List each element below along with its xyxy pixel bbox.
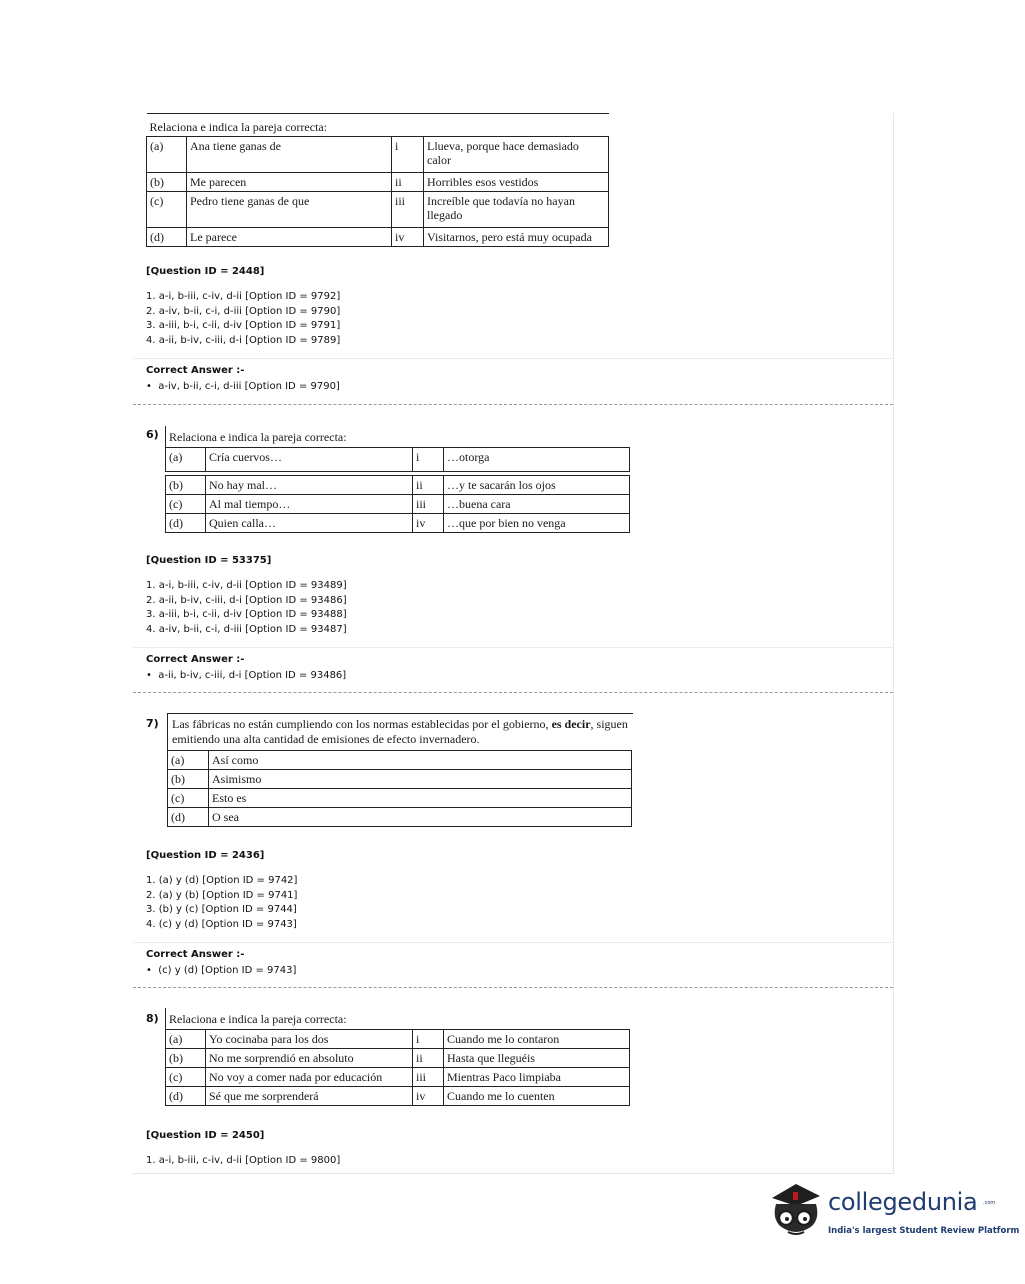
q7-row-text: Así como: [209, 751, 632, 770]
q7-row-label: (b): [168, 770, 209, 789]
q7-row-text: O sea: [209, 808, 632, 827]
option-item: 2. a-iv, b-ii, c-i, d-iii [Option ID = 9790]: [146, 305, 341, 317]
q8-row-right: Hasta que lleguéis: [444, 1049, 630, 1068]
q6-row-right: …otorga: [444, 448, 630, 472]
q5-correct-answer: • a-iv, b-ii, c-i, d-iii [Option ID = 9790]: [146, 381, 340, 392]
q7-stem-text: Las fábricas no están cumpliendo con los normas establecidas por el gobierno,: [172, 717, 552, 731]
q5-row-left: Pedro tiene ganas de que: [187, 192, 392, 228]
q5-title: Relaciona e indica la pareja correcta:: [147, 114, 609, 137]
q6-row-label: (a): [166, 448, 206, 472]
q8-row-left: No me sorprendió en absoluto: [206, 1049, 413, 1068]
q8-row-label: (a): [166, 1030, 206, 1049]
divider: [133, 942, 893, 943]
q5-row-right: Horribles esos vestidos: [424, 173, 609, 192]
option-item: 1. a-i, b-iii, c-iv, d-ii [Option ID = 9800]: [146, 1155, 341, 1166]
option-item: 1. a-i, b-iii, c-iv, d-ii [Option ID = 93489]: [146, 580, 347, 591]
q6-row-right: …y te sacarán los ojos: [444, 476, 630, 495]
q5-row-roman: i: [392, 137, 424, 173]
q5-correct-text: a-iv, b-ii, c-i, d-iii [Option ID = 9790]: [158, 381, 340, 392]
q8-row-label: (c): [166, 1068, 206, 1087]
q7-correct-label: Correct Answer :-: [146, 949, 245, 960]
q5-row-right: Llueva, porque hace demasiado calor: [424, 137, 609, 173]
q6-row-left: Al mal tiempo…: [206, 495, 413, 514]
q7-options: [146, 874, 297, 932]
q6-row-roman: i: [413, 448, 444, 472]
q8-row-left: Yo cocinaba para los dos: [206, 1030, 413, 1049]
option-item: 4. (c) y (d) [Option ID = 9743]: [146, 918, 297, 930]
q6-row-roman: ii: [413, 476, 444, 495]
q6-row-roman: iii: [413, 495, 444, 514]
q6-row-left: Quien calla…: [206, 514, 413, 533]
q5-options: [146, 290, 340, 348]
mascot-icon: [766, 1176, 828, 1246]
q5-table: [146, 113, 609, 247]
logo-com: .com: [983, 1200, 996, 1206]
q8-row-right: Cuando me lo cuenten: [444, 1087, 630, 1106]
q5-row-label: (d): [147, 228, 187, 247]
option-item: 2. (a) y (b) [Option ID = 9741]: [146, 889, 298, 901]
logo-tagline: India's largest Student Review Platform: [828, 1226, 1020, 1236]
q5-row-label: (a): [147, 137, 187, 173]
q7-row-label: (a): [168, 751, 209, 770]
q6-row-left: No hay mal…: [206, 476, 413, 495]
q7-row-text: Esto es: [209, 789, 632, 808]
q8-row-label: (b): [166, 1049, 206, 1068]
option-item: 3. (b) y (c) [Option ID = 9744]: [146, 904, 297, 915]
q5-row-label: (b): [147, 173, 187, 192]
q7-question-id: [Question ID = 2436]: [146, 850, 265, 861]
q5-row-label: (c): [147, 192, 187, 228]
logo-wordmark: collegedunia: [828, 1188, 978, 1216]
option-item: 1. a-i, b-iii, c-iv, d-ii [Option ID = 9792]: [146, 291, 341, 302]
q6-question-id: [Question ID = 53375]: [146, 555, 272, 566]
option-item: 2. a-ii, b-iv, c-iii, d-i [Option ID = 93486]: [146, 594, 347, 606]
q6-table: [165, 426, 630, 533]
q7-stem: [167, 713, 633, 750]
q5-row-roman: iv: [392, 228, 424, 247]
q8-question-id: [Question ID = 2450]: [146, 1130, 265, 1141]
section-separator: [133, 404, 893, 405]
option-item: 1. (a) y (d) [Option ID = 9742]: [146, 875, 298, 886]
q6-row-roman: iv: [413, 514, 444, 533]
q7-row-label: (c): [168, 789, 209, 808]
q7-stem-bold: es decir: [551, 717, 591, 731]
q6-number: 6): [146, 428, 159, 441]
option-item: 3. a-iii, b-i, c-ii, d-iv [Option ID = 93488]: [146, 609, 347, 620]
q5-correct-label: Correct Answer :-: [146, 365, 245, 376]
q6-row-label: (c): [166, 495, 206, 514]
q5-question-id: [Question ID = 2448]: [146, 266, 265, 277]
q6-correct-text: a-ii, b-iv, c-iii, d-i [Option ID = 93486]: [158, 670, 347, 681]
q8-row-roman: i: [413, 1030, 444, 1049]
q7-correct-answer: • (c) y (d) [Option ID = 9743]: [146, 965, 297, 976]
q8-row-right: Mientras Paco limpiaba: [444, 1068, 630, 1087]
q7-row-text: Asimismo: [209, 770, 632, 789]
q6-row-label: (b): [166, 476, 206, 495]
q8-number: 8): [146, 1012, 159, 1025]
q6-options: [146, 579, 347, 637]
q5-row-roman: ii: [392, 173, 424, 192]
q6-row-right: …que por bien no venga: [444, 514, 630, 533]
q7-correct-text: (c) y (d) [Option ID = 9743]: [158, 965, 297, 976]
section-separator: [133, 692, 893, 693]
q7-stem-text-end: , siguen emitiendo una alta cantidad de emisiones de efecto invernadero.: [172, 717, 628, 746]
q6-correct-label: Correct Answer :-: [146, 654, 245, 665]
q6-title: Relaciona e indica la pareja correcta:: [166, 426, 630, 448]
q6-row-label: (d): [166, 514, 206, 533]
q5-row-right: Visitarnos, pero está muy ocupada: [424, 228, 609, 247]
q8-row-label: (d): [166, 1087, 206, 1106]
q6-correct-answer: • a-ii, b-iv, c-iii, d-i [Option ID = 93486]: [146, 670, 347, 681]
q7-number: 7): [146, 717, 159, 730]
q8-table: [165, 1008, 630, 1106]
section-separator: [133, 987, 893, 988]
q8-row-roman: iv: [413, 1087, 444, 1106]
q8-row-roman: ii: [413, 1049, 444, 1068]
option-item: 3. a-iii, b-i, c-ii, d-iv [Option ID = 9791]: [146, 320, 341, 331]
q5-row-left: Ana tiene ganas de: [187, 137, 392, 173]
q5-row-left: Me parecen: [187, 173, 392, 192]
divider: [133, 647, 893, 648]
q5-row-right: Increíble que todavía no hayan llegado: [424, 192, 609, 228]
option-item: 4. a-iv, b-ii, c-i, d-iii [Option ID = 93487]: [146, 623, 347, 635]
q8-row-roman: iii: [413, 1068, 444, 1087]
option-item: 4. a-ii, b-iv, c-iii, d-i [Option ID = 9789]: [146, 334, 341, 346]
q7-table: [167, 713, 633, 827]
q8-title: Relaciona e indica la pareja correcta:: [166, 1008, 630, 1030]
q8-row-right: Cuando me lo contaron: [444, 1030, 630, 1049]
q6-row-left: Cría cuervos…: [206, 448, 413, 472]
q5-row-left: Le parece: [187, 228, 392, 247]
q8-row-left: No voy a comer nada por educación: [206, 1068, 413, 1087]
q5-row-roman: iii: [392, 192, 424, 228]
q8-row-left: Sé que me sorprenderá: [206, 1087, 413, 1106]
q7-row-label: (d): [168, 808, 209, 827]
q6-row-right: …buena cara: [444, 495, 630, 514]
q8-options: [146, 1154, 340, 1169]
divider: [133, 358, 893, 359]
